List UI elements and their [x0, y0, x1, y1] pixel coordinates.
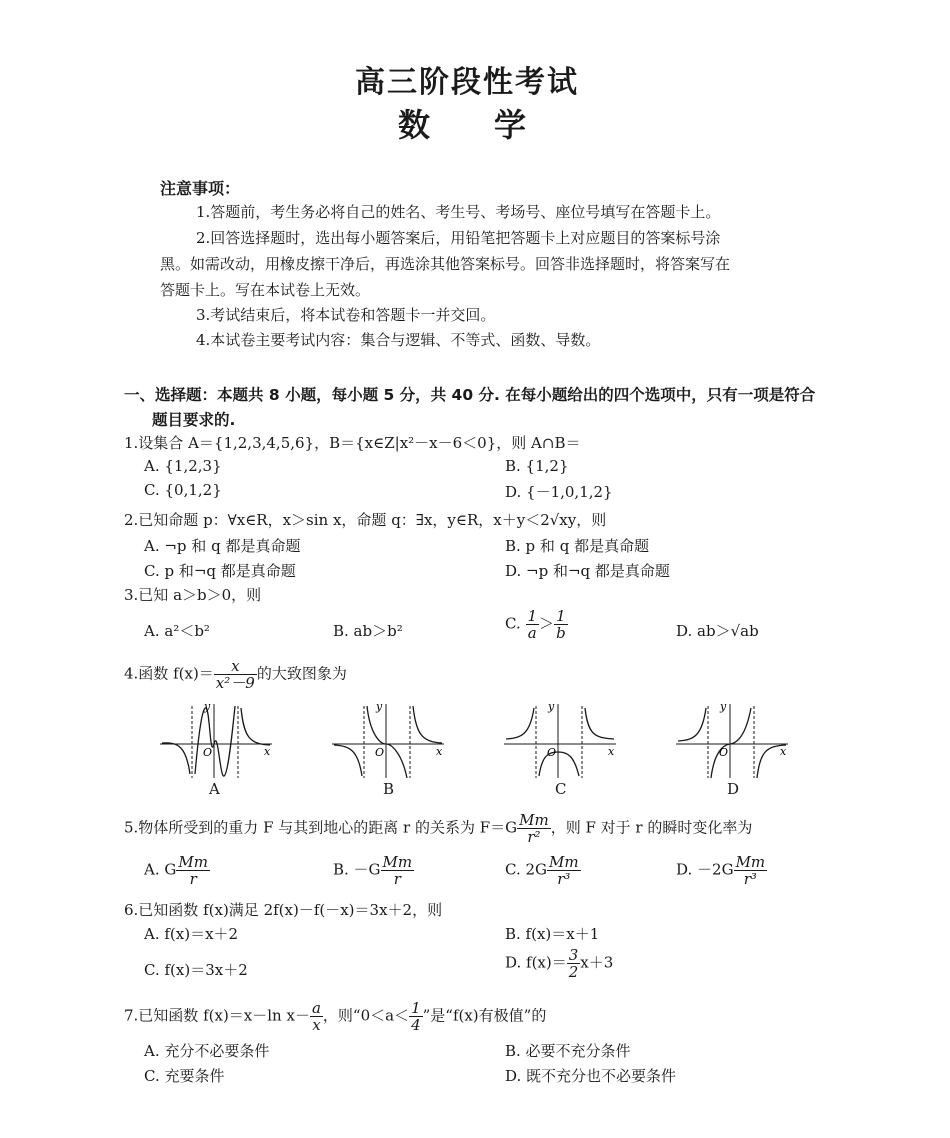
- q5-option-d: D. －2G $\frac{Mm}{\text{r³}}$: [676, 853, 766, 888]
- q4-label-a: A: [209, 780, 220, 798]
- q6-option-c: C. f(x)＝3x＋2: [144, 961, 248, 979]
- q1-option-b: B. {1,2}: [505, 457, 569, 475]
- q5-option-b: B. －G $\frac{Mm}{r}$: [333, 853, 413, 888]
- curve-right: [585, 708, 614, 739]
- q7-option-b: B. 必要不充分条件: [505, 1042, 631, 1060]
- subject-title: 数 学: [398, 106, 527, 144]
- q3-option-d: D. ab＞√ab: [676, 622, 759, 640]
- notice-line-1: 1.答题前，考生务必将自己的姓名、考生号、考场号、座位号填写在答题卡上。: [196, 203, 721, 221]
- q2-option-a: A. ¬p 和 q 都是真命题: [144, 537, 301, 555]
- q6-d-fraction: $\frac{3}{2}$: [568, 946, 579, 981]
- q5-d-fraction: $\frac{Mm}{\text{r³}}$: [735, 853, 766, 888]
- q4-graph-c: [502, 700, 622, 782]
- q3-stem: 3.已知 a＞b＞0，则: [124, 586, 262, 604]
- origin-label: O: [719, 746, 729, 759]
- q7-option-c: C. 充要条件: [144, 1067, 225, 1085]
- q4-graph-a: [158, 700, 278, 782]
- notice-heading: 注意事项：: [160, 179, 241, 198]
- q6-option-a: A. f(x)＝x＋2: [144, 925, 239, 943]
- q4-label-b: B: [383, 780, 395, 798]
- q3-option-c: C. $\frac{1}{a}$ ＞ $\frac{1}{b}$: [505, 607, 566, 642]
- q5-option-a: A. G $\frac{Mm}{r}$: [144, 853, 208, 888]
- q4-label-d: D: [727, 780, 740, 798]
- exam-title: 高三阶段性考试: [355, 65, 579, 100]
- q4-graph-b: [330, 700, 450, 782]
- q5-fraction: $\frac{Mm}{\text{r²}}$: [519, 811, 549, 846]
- q7-stem: 7.已知函数 f(x)＝x－ln x－ $\frac{a}{x}$ ，则“0＜a＜ $\frac{1}{4}$ ”是“f(x)有极值”的: [124, 999, 547, 1034]
- section-1-title: 一、选择题：本题共 8 小题，每小题 5 分，共 40 分. 在每小题给出的四个选项中，只有一项是符合: [124, 386, 816, 404]
- q5-stem: 5.物体所受到的重力 F 与其到地心的距离 r 的关系为 F＝G $\frac{Mm}{\text{r²}}$ ，则 F 对于 r 的瞬时变化率为: [124, 811, 753, 846]
- q1-option-c: C. {0,1,2}: [144, 481, 222, 499]
- q7-option-a: A. 充分不必要条件: [144, 1042, 270, 1060]
- q1-option-d: D. {－1,0,1,2}: [505, 483, 613, 501]
- q3-c-fraction-1: $\frac{1}{a}$: [527, 607, 538, 642]
- q2-stem: 2.已知命题 p：∀x∈R，x＞sin x，命题 q：∃x，y∈R，x＋y＜2√xy，则: [124, 511, 607, 529]
- curve-middle: [367, 706, 407, 778]
- q4-fraction: $\frac{x}{\text{x²－9}}$: [215, 657, 255, 692]
- q6-option-d: D. f(x)＝ $\frac{3}{2}$ x＋3: [505, 946, 614, 981]
- q7-fraction-1: $\frac{a}{x}$: [311, 999, 321, 1034]
- origin-label: O: [203, 746, 213, 759]
- curve-left: [506, 708, 534, 739]
- x-label: x: [436, 745, 443, 758]
- q4-label-c: C: [555, 780, 567, 798]
- q2-option-c: C. p 和¬q 都是真命题: [144, 562, 296, 580]
- q1-option-a: A. {1,2,3}: [144, 457, 222, 475]
- q6-stem: 6.已知函数 f(x)满足 2f(x)－f(－x)＝3x＋2，则: [124, 901, 443, 919]
- q3-option-a: A. a²＜b²: [144, 622, 210, 640]
- notice-line-3: 3.考试结束后，将本试卷和答题卡一并交回。: [196, 306, 496, 324]
- notice-line-2c: 答题卡上。写在本试卷上无效。: [160, 281, 371, 299]
- y-label: y: [548, 700, 555, 713]
- q4-stem: 4.函数 f(x)＝ $\frac{x}{\text{x²－9}}$ 的大致图象为: [124, 657, 347, 692]
- y-label: y: [376, 700, 383, 713]
- x-label: x: [780, 745, 787, 758]
- curve-left: [334, 745, 362, 776]
- q6-option-b: B. f(x)＝x＋1: [505, 925, 600, 943]
- notice-line-4: 4.本试卷主要考试内容：集合与逻辑、不等式、函数、导数。: [196, 331, 601, 349]
- q5-a-fraction: $\frac{Mm}{r}$: [178, 853, 208, 888]
- q7-fraction-2: $\frac{1}{4}$: [411, 999, 421, 1034]
- curve-right: [413, 706, 442, 743]
- q5-option-c: C. 2G $\frac{Mm}{\text{r³}}$: [505, 853, 579, 888]
- q3-c-fraction-2: $\frac{1}{b}$: [556, 607, 566, 642]
- q3-option-b: B. ab＞b²: [333, 622, 403, 640]
- y-label: y: [720, 700, 727, 713]
- q2-option-b: B. p 和 q 都是真命题: [505, 537, 650, 555]
- x-label: x: [264, 745, 271, 758]
- q2-option-d: D. ¬p 和¬q 都是真命题: [505, 562, 670, 580]
- curve-right: [241, 708, 270, 745]
- q4-graph-d: [674, 700, 794, 782]
- curve-middle: [711, 708, 751, 778]
- curve-middle: [195, 706, 235, 776]
- origin-label: O: [375, 746, 385, 759]
- x-label: x: [608, 745, 615, 758]
- q5-b-fraction: $\frac{Mm}{r}$: [382, 853, 413, 888]
- y-label: y: [204, 700, 211, 713]
- q7-option-d: D. 既不充分也不必要条件: [505, 1067, 677, 1085]
- curve-middle: [539, 752, 579, 776]
- q5-c-fraction: $\frac{Mm}{\text{r³}}$: [549, 853, 579, 888]
- q1-stem: 1.设集合 A＝{1,2,3,4,5,6}，B＝{x∈Z|x²－x－6＜0}，则 A∩B＝: [124, 434, 581, 452]
- curve-left: [162, 743, 190, 774]
- notice-line-2b: 黑。如需改动，用橡皮擦干净后，再选涂其他答案标号。回答非选择题时，将答案写在: [160, 255, 731, 273]
- notice-line-2a: 2.回答选择题时，选出每小题答案后，用铅笔把答题卡上对应题目的答案标号涂: [196, 229, 721, 247]
- origin-label: O: [547, 746, 557, 759]
- section-1-title-cont: 题目要求的.: [152, 411, 236, 429]
- curve-left: [678, 708, 706, 741]
